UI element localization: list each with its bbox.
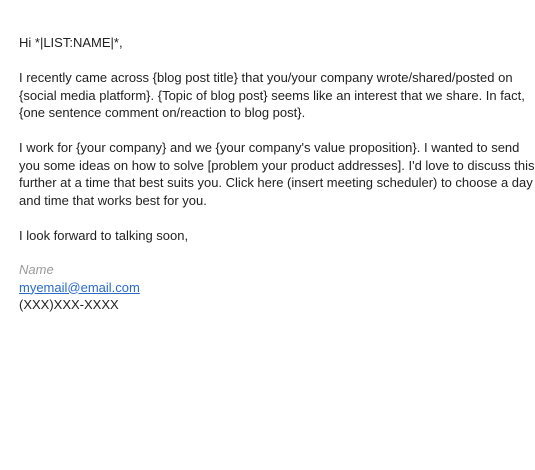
paragraph-pitch-line: further at a time that best suits you. Click here (insert meeting scheduler) to choose a day	[19, 175, 533, 190]
signature-name: Name	[19, 262, 54, 277]
signature-email-link[interactable]: myemail@email.com	[19, 279, 140, 295]
closing	[19, 227, 459, 245]
paragraph-pitch-line: you some ideas on how to solve [problem your product addresses]. I'd love to discuss this	[19, 157, 535, 173]
paragraph-pitch	[19, 139, 535, 209]
paragraph-pitch-line: and time that works best for you.	[19, 192, 207, 208]
closing-text: I look forward to talking soon,	[19, 227, 189, 243]
greeting	[19, 34, 459, 52]
signature-phone: (XXX)XXX-XXXX	[19, 297, 119, 312]
paragraph-intro-line: I recently came across {blog post title} that you/your company wrote/shared/posted on	[19, 70, 513, 85]
email-body	[19, 34, 535, 314]
greeting-text: Hi *|LIST:NAME|*,	[19, 35, 123, 50]
paragraph-intro-line: {one sentence comment on/reaction to blog post}.	[19, 105, 306, 120]
paragraph-pitch-line: I work for {your company} and we {your company's value proposition}. I wanted to send	[19, 140, 520, 155]
signature-block	[19, 261, 459, 314]
paragraph-intro	[19, 69, 525, 122]
paragraph-intro-line: {social media platform}. {Topic of blog post} seems like an interest that we share. In fact,	[19, 87, 525, 103]
